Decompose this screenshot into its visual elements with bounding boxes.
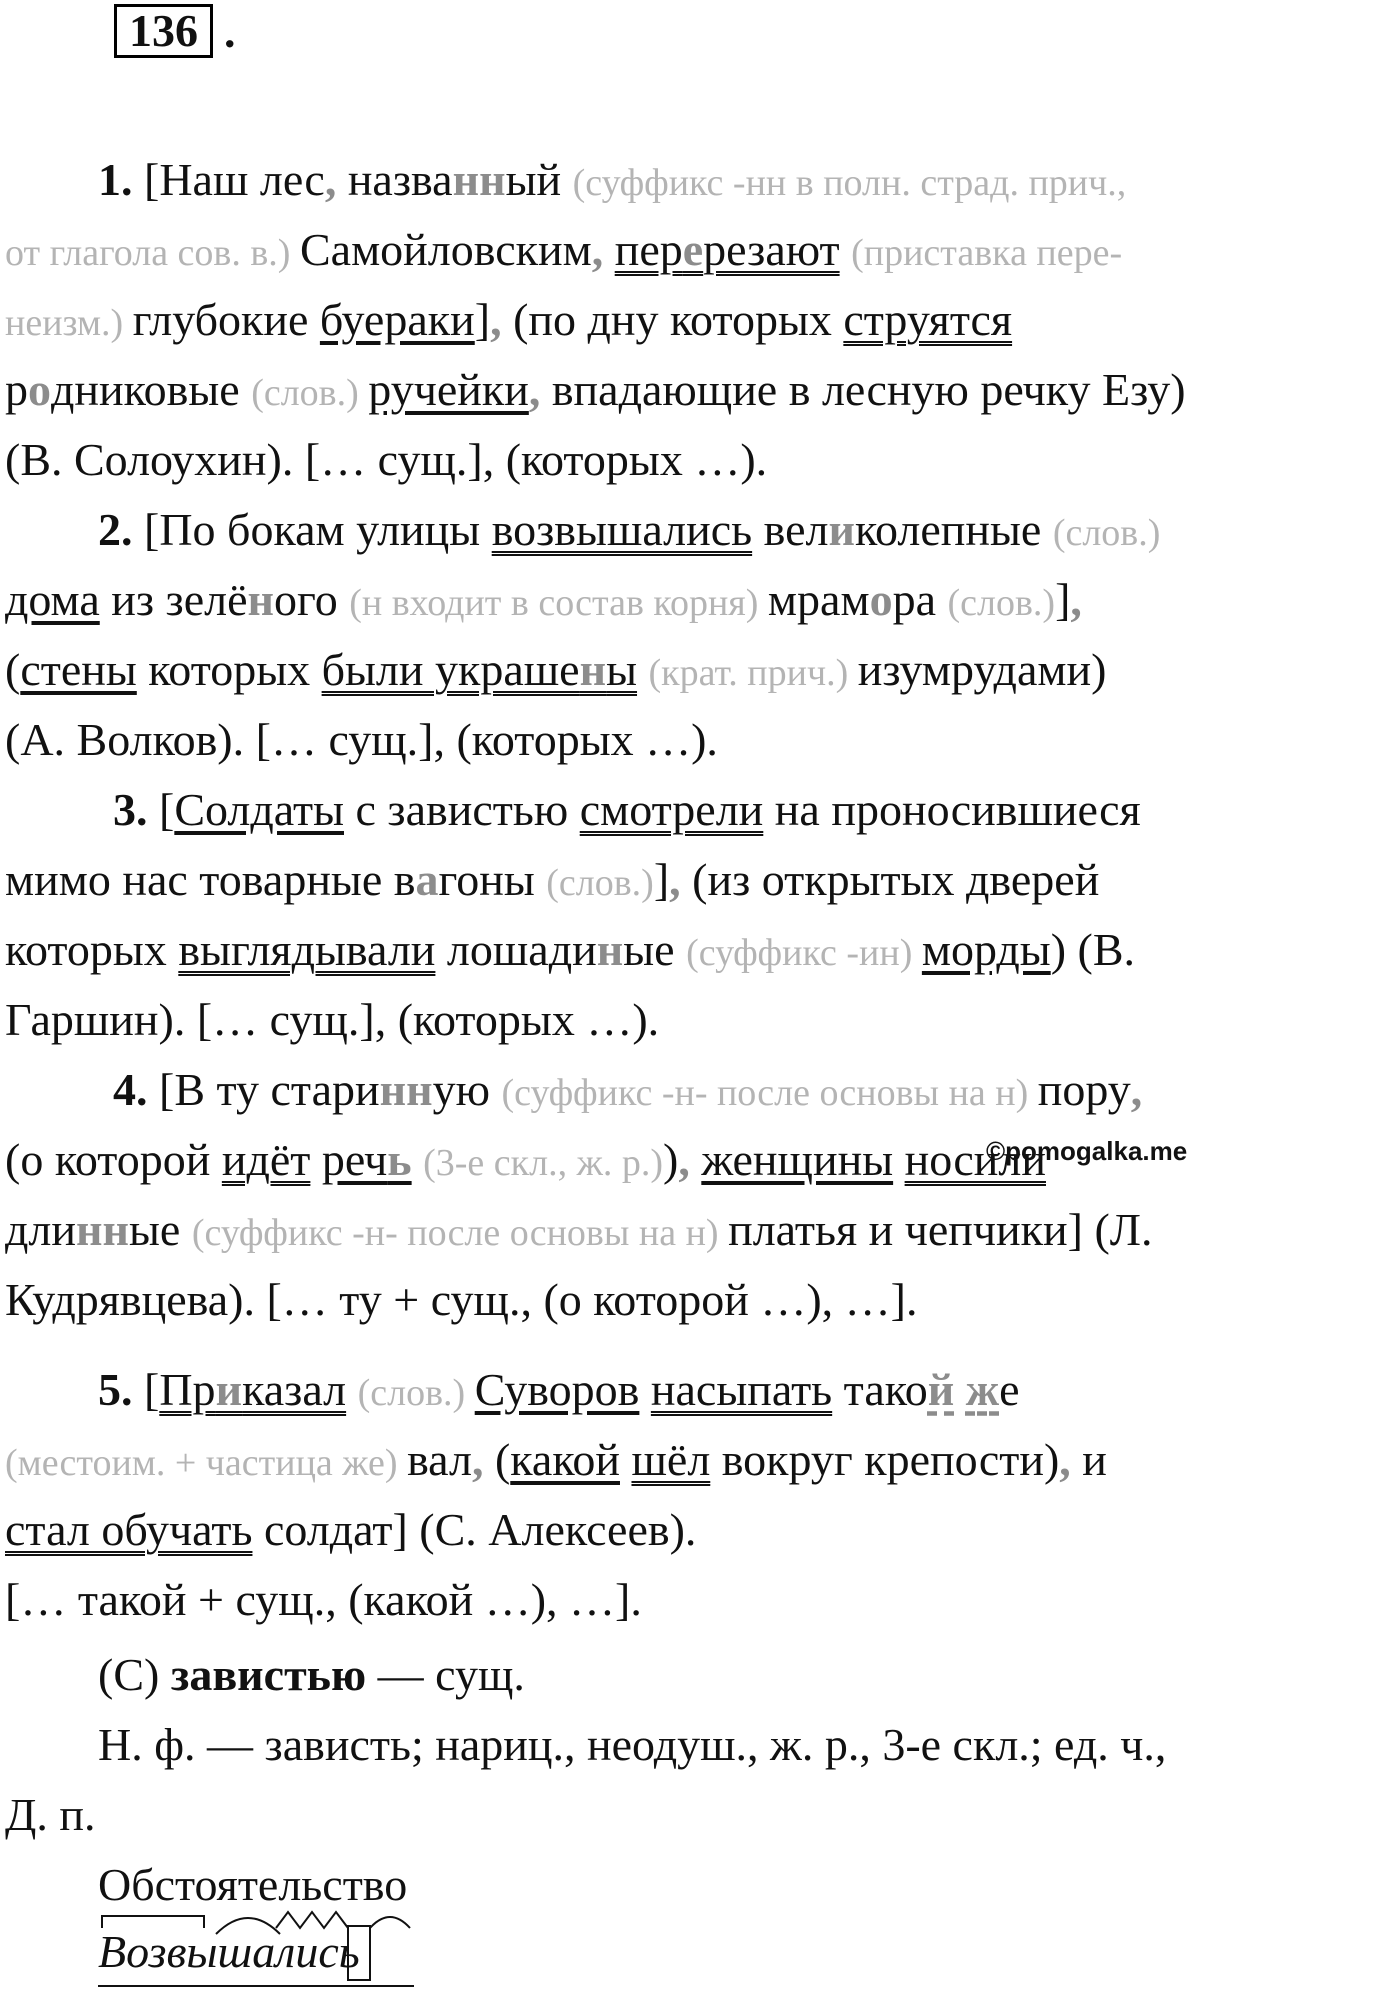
text: (из открытых дверей bbox=[680, 854, 1100, 905]
prefix-mark bbox=[102, 1916, 204, 1928]
subject: женщины bbox=[701, 1134, 894, 1185]
subject: Солдаты bbox=[174, 784, 344, 835]
text: (о которой bbox=[5, 1134, 222, 1185]
space bbox=[346, 1364, 358, 1415]
s5-line-3 bbox=[5, 1500, 696, 1560]
text: резают bbox=[703, 224, 840, 275]
punct: , bbox=[678, 1134, 690, 1185]
predicate bbox=[322, 644, 637, 695]
s3-scheme: Гаршин). [… сущ.], (которых …). bbox=[5, 994, 660, 1045]
s2-line-1 bbox=[98, 500, 1160, 563]
predicate: возвышались bbox=[491, 504, 753, 555]
punct: , bbox=[1070, 574, 1082, 625]
postfix-arc bbox=[370, 1917, 410, 1928]
punct: , bbox=[324, 154, 337, 205]
text: Самойловским bbox=[299, 224, 592, 275]
orthogram: е bbox=[682, 224, 704, 275]
s1-line-4 bbox=[5, 360, 1186, 423]
text: и bbox=[1070, 1434, 1107, 1485]
space bbox=[690, 1134, 702, 1185]
text: [ bbox=[144, 1364, 160, 1415]
note: (3-е скл., ж. р.) bbox=[423, 1142, 663, 1184]
note: (слов.) bbox=[1052, 512, 1161, 554]
space bbox=[620, 1434, 632, 1485]
orthogram: ь bbox=[387, 1134, 412, 1185]
predicate: носили bbox=[904, 1134, 1046, 1185]
predicate bbox=[615, 224, 840, 275]
text: которых bbox=[136, 644, 322, 695]
morph-word: Возвышались bbox=[98, 1926, 360, 1977]
orthogram: н bbox=[247, 574, 275, 625]
suffix-mark bbox=[276, 1912, 348, 1928]
punct: , bbox=[490, 294, 502, 345]
text: вал bbox=[407, 1434, 472, 1485]
orthogram: нн bbox=[379, 1064, 433, 1115]
s4-line-3 bbox=[5, 1200, 1152, 1263]
ending-box bbox=[348, 1926, 370, 1980]
text: (по дну которых bbox=[501, 294, 844, 345]
analysis-line-3: Д. п. bbox=[5, 1789, 96, 1840]
predicate: выглядывали bbox=[178, 924, 436, 975]
predicate: шёл bbox=[631, 1434, 711, 1485]
s1-number: 1. bbox=[98, 154, 133, 205]
punct: , bbox=[1130, 1064, 1143, 1115]
text: впадающие в лесную речку Езу) bbox=[540, 364, 1186, 415]
s2-number: 2. bbox=[98, 504, 133, 555]
orthogram: ж bbox=[965, 1364, 1000, 1415]
predicate: насыпать bbox=[650, 1364, 833, 1415]
text: ] bbox=[474, 294, 491, 345]
text: ого bbox=[274, 574, 350, 625]
text: платья и чепчики] (Л. bbox=[728, 1204, 1153, 1255]
orthogram: нн bbox=[452, 154, 506, 205]
text: колепные bbox=[854, 504, 1053, 555]
text: [ bbox=[159, 784, 175, 835]
text: вокруг крепости) bbox=[710, 1434, 1060, 1485]
note: (крат. прич.) bbox=[648, 652, 858, 694]
text: ( bbox=[483, 1434, 511, 1485]
text: мрам bbox=[767, 574, 870, 625]
text: е bbox=[999, 1364, 1020, 1415]
note: (суффикс -ин) bbox=[686, 932, 922, 974]
s3-line-3 bbox=[5, 920, 1135, 983]
predicate bbox=[159, 1364, 346, 1415]
s1-line-3 bbox=[5, 290, 1012, 353]
s2-line-2 bbox=[5, 570, 1082, 633]
orthogram: и bbox=[215, 1364, 243, 1415]
text: пер bbox=[614, 224, 683, 275]
text: дли bbox=[5, 1204, 76, 1255]
text: ый bbox=[505, 154, 573, 205]
space bbox=[637, 644, 649, 695]
note: от глагола сов. в.) bbox=[5, 232, 300, 274]
text: мимо нас товарные в bbox=[5, 854, 416, 905]
note: (суффикс -нн в полн. страд. прич., bbox=[572, 162, 1127, 204]
s1-scheme: (В. Солоухин). [… сущ.], (которых …). bbox=[5, 434, 768, 485]
space bbox=[840, 224, 852, 275]
text: ( bbox=[5, 644, 21, 695]
text: [В ту стари bbox=[159, 1064, 380, 1115]
predicate: стал обучать bbox=[5, 1504, 253, 1555]
s3-line-1 bbox=[113, 780, 1141, 840]
text: с завистью bbox=[344, 784, 580, 835]
analysis-line-2: Н. ф. — зависть; нариц., неодуш., ж. р., 3-е скл.; ед. ч., bbox=[98, 1719, 1167, 1770]
text: на проносившиеся bbox=[763, 784, 1141, 835]
space bbox=[310, 1134, 322, 1185]
orthogram: о bbox=[28, 364, 51, 415]
orthogram: н bbox=[596, 924, 624, 975]
note: неизм.) bbox=[5, 302, 133, 344]
text: казал bbox=[242, 1364, 347, 1415]
punct: , bbox=[1059, 1434, 1071, 1485]
s4-line-2 bbox=[5, 1130, 1046, 1193]
s2-scheme: (А. Волков). [… сущ.], (которых …). bbox=[5, 714, 718, 765]
text: ы bbox=[606, 644, 638, 695]
note: (приставка пере- bbox=[851, 232, 1123, 274]
note: (местоим. + частица же) bbox=[5, 1442, 408, 1484]
text: вел bbox=[752, 504, 829, 555]
text: ую bbox=[432, 1064, 502, 1115]
analysis-line-1 bbox=[98, 1645, 525, 1705]
space bbox=[639, 1364, 651, 1415]
text: ) bbox=[663, 1134, 679, 1185]
analyzed-word: завистью bbox=[170, 1649, 367, 1700]
s5-scheme: [… такой + сущ., (какой …), …]. bbox=[5, 1574, 642, 1625]
subject: морды bbox=[921, 924, 1051, 975]
orthogram: и bbox=[828, 504, 855, 555]
note: (слов.) bbox=[546, 862, 654, 904]
punct: , bbox=[591, 224, 604, 275]
s5-line-1 bbox=[98, 1360, 1020, 1423]
text: ые bbox=[129, 1204, 192, 1255]
space bbox=[603, 224, 615, 275]
text: ) (В. bbox=[1050, 924, 1136, 975]
subject: какой bbox=[510, 1434, 620, 1485]
text: лошади bbox=[435, 924, 597, 975]
note: (суффикс -н- после основы на н) bbox=[191, 1212, 729, 1254]
orthogram: н bbox=[579, 644, 607, 695]
text: изумрудами) bbox=[857, 644, 1107, 695]
text: — сущ. bbox=[366, 1649, 525, 1700]
orthogram: нн bbox=[75, 1204, 129, 1255]
text: [По бокам улицы bbox=[144, 504, 492, 555]
predicate: струятся bbox=[843, 294, 1013, 345]
punct: , bbox=[669, 854, 681, 905]
analysis-line-4: Обстоятельство bbox=[98, 1859, 408, 1910]
text: назва bbox=[336, 154, 453, 205]
s5-line-2 bbox=[5, 1430, 1107, 1493]
space bbox=[893, 1134, 905, 1185]
text: глубокие bbox=[132, 294, 320, 345]
task-number: 136 bbox=[114, 4, 213, 58]
text: которых bbox=[5, 924, 179, 975]
text: реч bbox=[321, 1134, 388, 1185]
s2-line-3 bbox=[5, 640, 1106, 703]
subject: буераки bbox=[319, 294, 475, 345]
text: [Наш лес bbox=[144, 154, 325, 205]
text: ра bbox=[892, 574, 948, 625]
orthogram: о bbox=[869, 574, 893, 625]
orthogram: й bbox=[927, 1364, 955, 1415]
s5-number: 5. bbox=[98, 1364, 133, 1415]
text: ] bbox=[1055, 574, 1071, 625]
note: (суффикс -н- после основы на н) bbox=[501, 1072, 1038, 1114]
punct: , bbox=[471, 1434, 484, 1485]
punct: , bbox=[528, 364, 541, 415]
subject: стены bbox=[20, 644, 137, 695]
text: ые bbox=[623, 924, 687, 975]
s1-line-1 bbox=[98, 150, 1126, 213]
text: ] bbox=[653, 854, 670, 905]
s4-line-1 bbox=[113, 1060, 1142, 1123]
text: пору bbox=[1037, 1064, 1131, 1115]
predicate: идёт bbox=[221, 1134, 311, 1185]
text: тако bbox=[832, 1364, 928, 1415]
space bbox=[412, 1134, 424, 1185]
predicate: смотрели bbox=[579, 784, 764, 835]
s1-line-2 bbox=[5, 220, 1122, 283]
note: (н входит в состав корня) bbox=[349, 582, 768, 624]
subject: ручейки bbox=[368, 364, 529, 415]
text: Пр bbox=[159, 1364, 216, 1415]
morpheme-marks bbox=[98, 1906, 418, 1996]
text: (С) bbox=[98, 1649, 171, 1700]
text: гоны bbox=[438, 854, 547, 905]
space bbox=[954, 1364, 966, 1415]
subject: дома bbox=[5, 574, 100, 625]
watermark: ©pomogalka.me bbox=[986, 1136, 1188, 1166]
task-number-dot: . bbox=[224, 6, 236, 57]
s3-line-2 bbox=[5, 850, 1099, 913]
s3-number: 3. bbox=[113, 784, 148, 835]
orthogram: а bbox=[415, 854, 439, 905]
text: были украше bbox=[321, 644, 580, 695]
text: из зелё bbox=[99, 574, 248, 625]
s4-scheme: Кудрявцева). [… ту + сущ., (о которой …), …]. bbox=[5, 1274, 918, 1325]
subject: Суворов bbox=[474, 1364, 640, 1415]
root-arc bbox=[216, 1918, 280, 1934]
s4-number: 4. bbox=[113, 1064, 148, 1115]
text: дниковые bbox=[51, 364, 252, 415]
text: р bbox=[5, 364, 28, 415]
morphemic-analysis bbox=[98, 1922, 360, 1982]
note: (слов.) bbox=[357, 1372, 475, 1414]
note: (слов.) bbox=[251, 372, 369, 414]
text: солдат] (С. Алексеев). bbox=[252, 1504, 697, 1555]
note: (слов.) bbox=[947, 582, 1056, 624]
subject bbox=[322, 1134, 412, 1185]
